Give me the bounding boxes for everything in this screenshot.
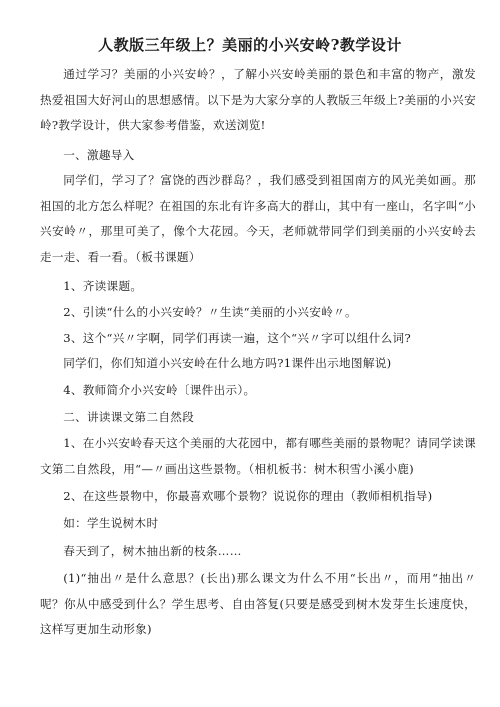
list-item-4: 4、教师简介小兴安岭〔课件出示）。	[63, 383, 256, 397]
paragraph-analysis: (1)“抽出〃是什么意思？(长出)那么课文为什么不用“长出〃，而用“抽出〃呢？你从中感受到什么？学生思考、自由答复(只要是感受到树木发芽生长速度快，这样写更加生动形象)	[40, 571, 476, 636]
document-title: 人教版三年级上？美丽的小兴安岭?教学设计	[98, 36, 402, 54]
paragraph-section2-q2: 2、在这些景物中，你最喜欢哪个景物？说说你的理由（教师相机指导)	[63, 489, 433, 503]
paragraph-lead-in: 同学们，学习了？富饶的西沙群岛？，我们感受到祖国南方的风光美如画。那祖国的北方怎么样呢？在祖国的东北有许多高大的群山，其中有一座山，名字叫“小兴安岭〃，那里可美了，像个大花园。今天，老师就带同学们到美丽的小兴安岭去走一走、看一看。（板书课题）	[40, 173, 476, 264]
section-heading-2: 二、讲读课文第二自然段	[63, 410, 195, 424]
list-item-3: 3、这个“兴〃字啊，同学们再读一遍，这个“兴〃字可以组什么词?	[63, 331, 411, 345]
paragraph-map: 同学们，你们知道小兴安岭在什么地方吗?1课件出示地图解说)	[63, 356, 392, 370]
paragraph-example: 如：学生说树木时	[63, 516, 159, 530]
intro-paragraph: 通过学习？美丽的小兴安岭？，了解小兴安岭美丽的景色和丰富的物产，激发热爱祖国大好河山的思想感情。以下是为大家分享的人教版三年级上?美丽的小兴安岭?教学设计，供大家参考借鉴，欢送浏览!	[40, 67, 476, 132]
list-item-2: 2、引读“什么的小兴安岭？〃生读“美丽的小兴安岭〃。	[63, 305, 357, 319]
section-heading-1: 一、激趣导入	[63, 148, 135, 162]
paragraph-quote: 春天到了，树木抽出新的枝条……	[63, 544, 242, 558]
paragraph-section2-q1: 1、在小兴安岭春天这个美丽的大花园中，都有哪些美丽的景物呢？请同学读课文第二自然段，用“—〃画出这些景物。（相机板书：树木积雪小溪小鹿)	[40, 436, 476, 476]
list-item-1: 1、齐读课题。	[63, 279, 143, 293]
